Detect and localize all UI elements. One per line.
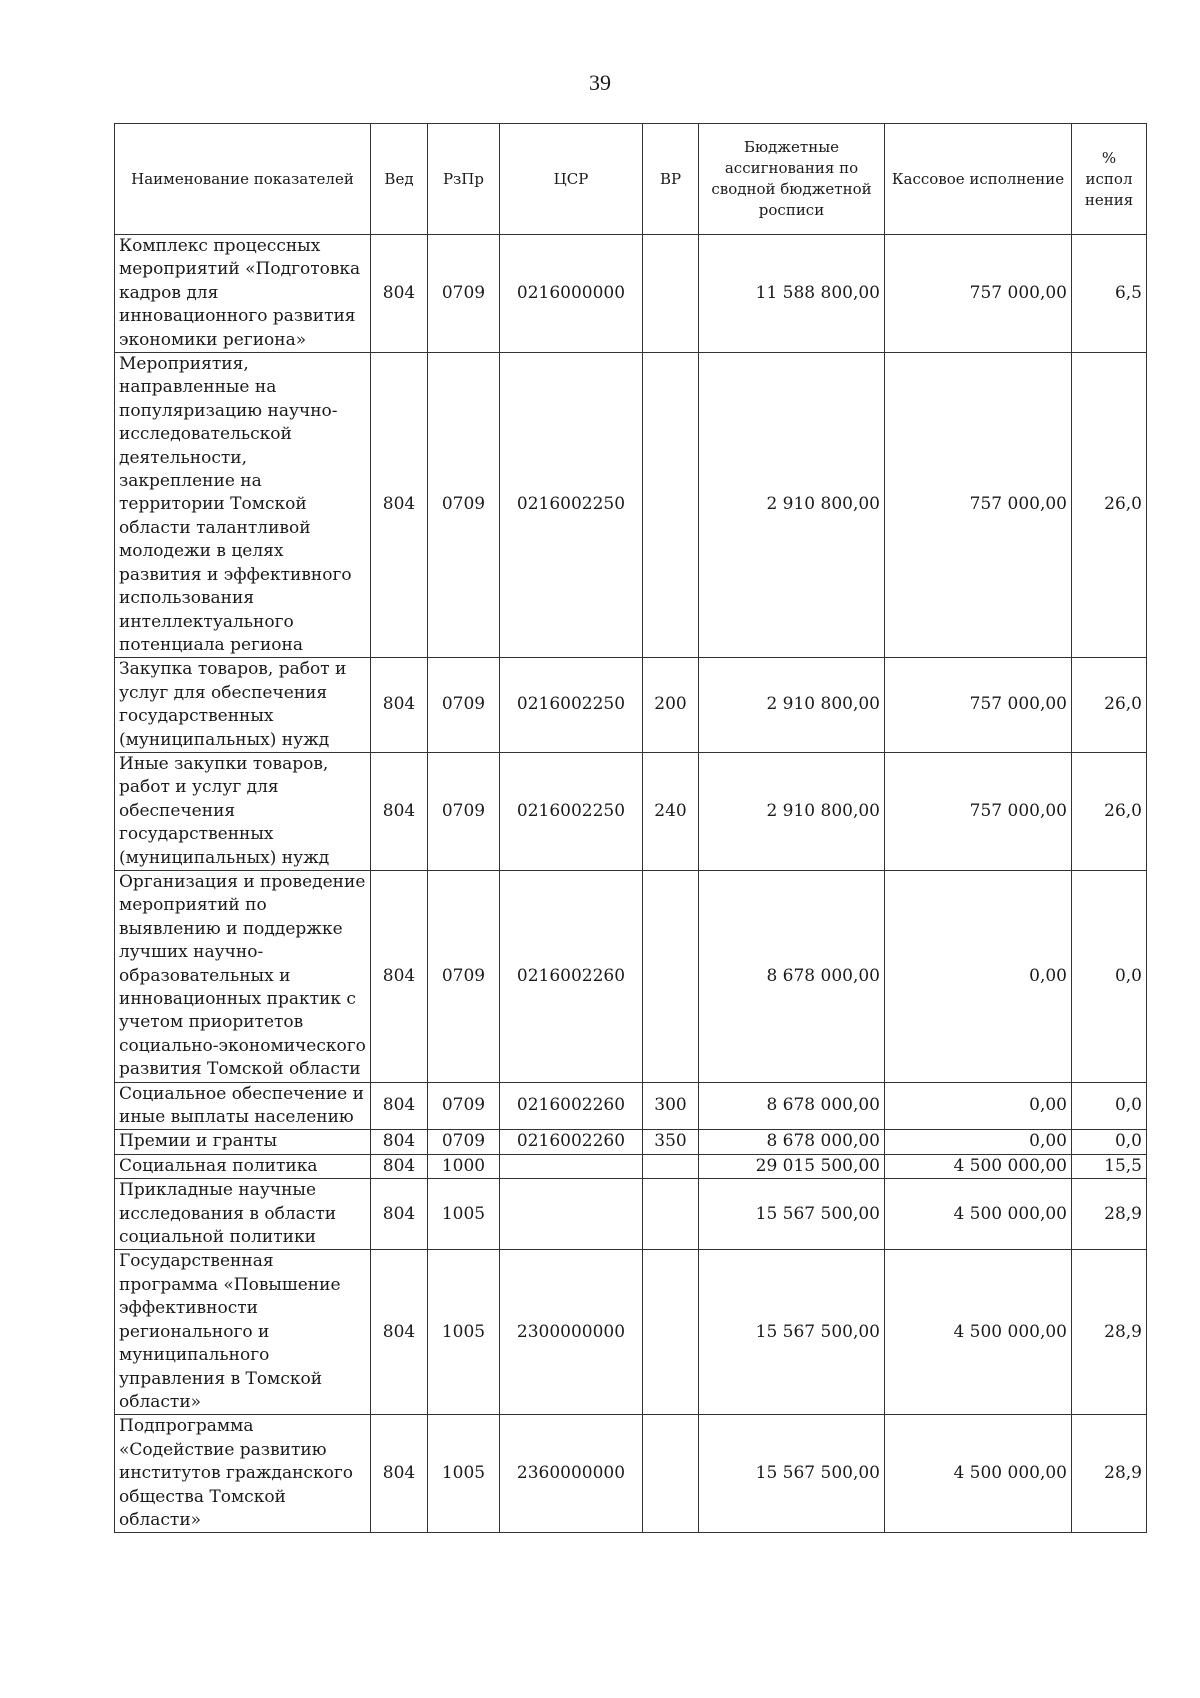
table-row <box>115 1154 1147 1178</box>
cell-budget: 15 567 500,00 <box>699 1179 885 1250</box>
cell-rzpr: 0709 <box>428 235 500 353</box>
header-vr: ВР <box>643 124 699 235</box>
table-row <box>115 658 1147 753</box>
cell-percent: 28,9 <box>1072 1179 1147 1250</box>
cell-budget: 2 910 800,00 <box>699 353 885 658</box>
cell-name: Комплекс процессных мероприятий «Подготовка кадров для инновационного развития экономики региона» <box>115 235 371 353</box>
cell-percent: 28,9 <box>1072 1415 1147 1533</box>
cell-budget: 15 567 500,00 <box>699 1250 885 1415</box>
cell-percent: 0,0 <box>1072 870 1147 1082</box>
cell-csr: 2360000000 <box>500 1415 643 1533</box>
cell-execution: 757 000,00 <box>885 658 1072 753</box>
cell-vr <box>643 353 699 658</box>
cell-percent: 0,0 <box>1072 1130 1147 1154</box>
header-percent: % испол нения <box>1072 124 1147 235</box>
cell-ved: 804 <box>371 1130 428 1154</box>
cell-vr <box>643 1179 699 1250</box>
table-row <box>115 235 1147 353</box>
header-ved: Вед <box>371 124 428 235</box>
table-row <box>115 1250 1147 1415</box>
cell-budget: 8 678 000,00 <box>699 1082 885 1130</box>
header-name: Наименование показателей <box>115 124 371 235</box>
cell-vr: 350 <box>643 1130 699 1154</box>
table-row <box>115 1130 1147 1154</box>
cell-rzpr: 0709 <box>428 353 500 658</box>
cell-ved: 804 <box>371 752 428 870</box>
cell-csr <box>500 1179 643 1250</box>
cell-name: Социальная политика <box>115 1154 371 1178</box>
cell-name: Мероприятия, направленные на популяризацию научно-исследовательской деятельности, закрепление на территории Томской области талантливой молодежи в целях развития и эффективного использования интеллектуального потенциала региона <box>115 353 371 658</box>
cell-percent: 26,0 <box>1072 658 1147 753</box>
cell-rzpr: 1005 <box>428 1179 500 1250</box>
cell-vr <box>643 1415 699 1533</box>
cell-csr: 0216000000 <box>500 235 643 353</box>
cell-percent: 6,5 <box>1072 235 1147 353</box>
cell-csr: 0216002250 <box>500 752 643 870</box>
cell-name: Государственная программа «Повышение эффективности регионального и муниципального управления в Томской области» <box>115 1250 371 1415</box>
header-csr: ЦСР <box>500 124 643 235</box>
cell-ved: 804 <box>371 1082 428 1130</box>
cell-rzpr: 0709 <box>428 658 500 753</box>
cell-execution: 757 000,00 <box>885 235 1072 353</box>
cell-vr <box>643 870 699 1082</box>
cell-execution: 0,00 <box>885 870 1072 1082</box>
cell-name: Иные закупки товаров, работ и услуг для обеспечения государственных (муниципальных) нужд <box>115 752 371 870</box>
cell-budget: 8 678 000,00 <box>699 870 885 1082</box>
cell-name: Прикладные научные исследования в области социальной политики <box>115 1179 371 1250</box>
cell-execution: 4 500 000,00 <box>885 1179 1072 1250</box>
cell-percent: 28,9 <box>1072 1250 1147 1415</box>
table-row <box>115 752 1147 870</box>
cell-ved: 804 <box>371 1154 428 1178</box>
cell-percent: 0,0 <box>1072 1082 1147 1130</box>
cell-name: Организация и проведение мероприятий по выявлению и поддержке лучших научно-образовательных и инновационных практик с учетом приоритетов социально-экономического развития Томской области <box>115 870 371 1082</box>
cell-execution: 0,00 <box>885 1130 1072 1154</box>
cell-vr <box>643 235 699 353</box>
cell-execution: 757 000,00 <box>885 752 1072 870</box>
cell-budget: 2 910 800,00 <box>699 658 885 753</box>
cell-ved: 804 <box>371 870 428 1082</box>
cell-csr: 0216002260 <box>500 870 643 1082</box>
cell-ved: 804 <box>371 353 428 658</box>
cell-rzpr: 1005 <box>428 1250 500 1415</box>
table-row <box>115 1415 1147 1533</box>
cell-csr <box>500 1154 643 1178</box>
header-row <box>115 124 1147 235</box>
page-number: 39 <box>589 70 611 95</box>
cell-name: Подпрограмма «Содействие развитию институтов гражданского общества Томской области» <box>115 1415 371 1533</box>
cell-execution: 4 500 000,00 <box>885 1250 1072 1415</box>
table-row <box>115 870 1147 1082</box>
cell-budget: 2 910 800,00 <box>699 752 885 870</box>
cell-csr: 0216002260 <box>500 1082 643 1130</box>
cell-rzpr: 0709 <box>428 752 500 870</box>
cell-execution: 757 000,00 <box>885 353 1072 658</box>
cell-budget: 15 567 500,00 <box>699 1415 885 1533</box>
cell-vr: 240 <box>643 752 699 870</box>
cell-execution: 0,00 <box>885 1082 1072 1130</box>
table-row <box>115 1082 1147 1130</box>
cell-percent: 15,5 <box>1072 1154 1147 1178</box>
cell-execution: 4 500 000,00 <box>885 1154 1072 1178</box>
table-row <box>115 353 1147 658</box>
cell-execution: 4 500 000,00 <box>885 1415 1072 1533</box>
cell-vr <box>643 1250 699 1415</box>
cell-csr: 2300000000 <box>500 1250 643 1415</box>
cell-vr: 200 <box>643 658 699 753</box>
cell-csr: 0216002250 <box>500 353 643 658</box>
cell-percent: 26,0 <box>1072 353 1147 658</box>
header-rzpr: РзПр <box>428 124 500 235</box>
cell-ved: 804 <box>371 1415 428 1533</box>
table-row <box>115 1179 1147 1250</box>
header-execution: Кассовое исполнение <box>885 124 1072 235</box>
header-budget: Бюджетные ассигнования по сводной бюджетной росписи <box>699 124 885 235</box>
cell-rzpr: 1000 <box>428 1154 500 1178</box>
cell-name: Социальное обеспечение и иные выплаты населению <box>115 1082 371 1130</box>
cell-rzpr: 1005 <box>428 1415 500 1533</box>
cell-ved: 804 <box>371 1250 428 1415</box>
cell-name: Премии и гранты <box>115 1130 371 1154</box>
cell-csr: 0216002250 <box>500 658 643 753</box>
cell-ved: 804 <box>371 658 428 753</box>
cell-rzpr: 0709 <box>428 1082 500 1130</box>
cell-budget: 8 678 000,00 <box>699 1130 885 1154</box>
cell-vr <box>643 1154 699 1178</box>
cell-name: Закупка товаров, работ и услуг для обеспечения государственных (муниципальных) нужд <box>115 658 371 753</box>
cell-rzpr: 0709 <box>428 1130 500 1154</box>
cell-rzpr: 0709 <box>428 870 500 1082</box>
cell-budget: 29 015 500,00 <box>699 1154 885 1178</box>
cell-ved: 804 <box>371 1179 428 1250</box>
cell-vr: 300 <box>643 1082 699 1130</box>
cell-ved: 804 <box>371 235 428 353</box>
cell-csr: 0216002260 <box>500 1130 643 1154</box>
budget-execution-table <box>114 123 1147 1533</box>
cell-percent: 26,0 <box>1072 752 1147 870</box>
cell-budget: 11 588 800,00 <box>699 235 885 353</box>
